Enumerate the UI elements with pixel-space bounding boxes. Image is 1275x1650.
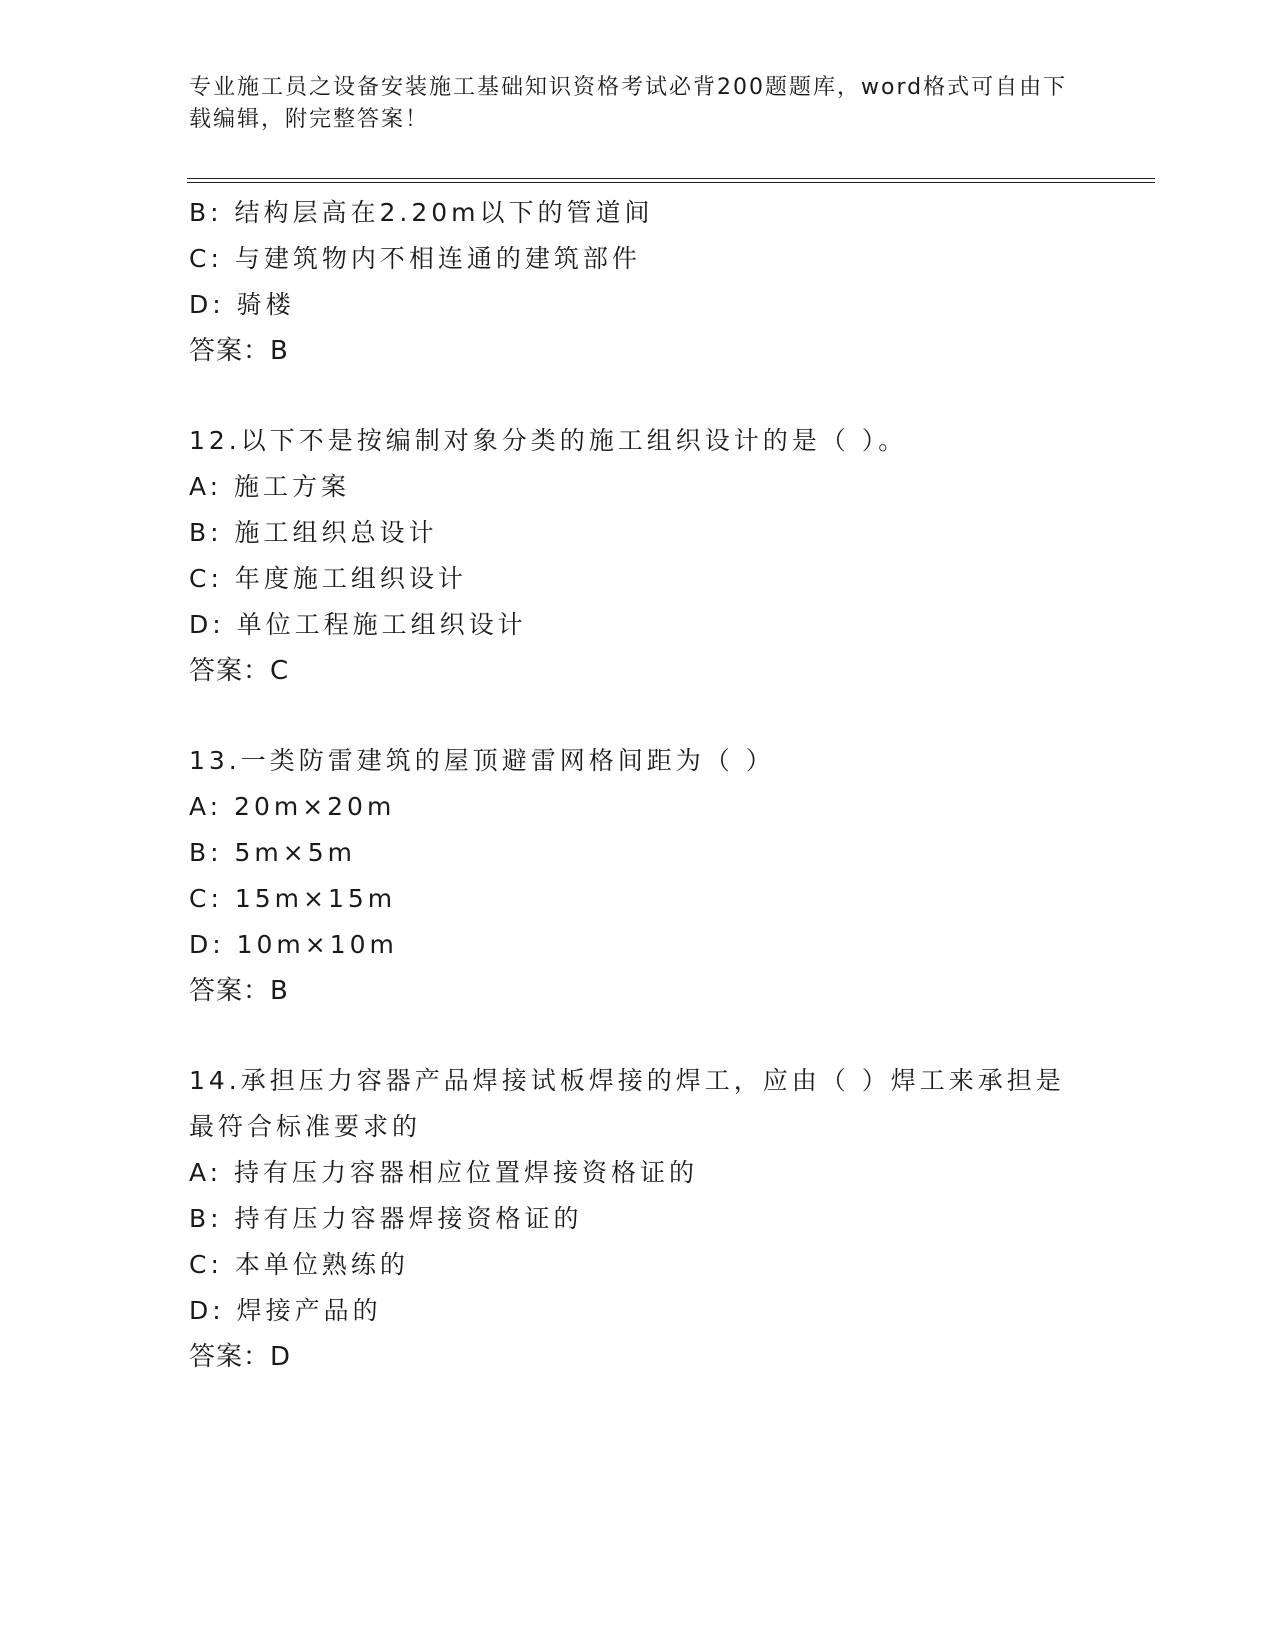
option-d: D: 焊接产品的 [189, 1296, 382, 1325]
option-a: A: 持有压力容器相应位置焊接资格证的 [189, 1158, 699, 1187]
question-stem: 12.以下不是按编制对象分类的施工组织设计的是（ ）。 [189, 426, 908, 455]
option-b: B: 施工组织总设计 [189, 518, 438, 547]
question-stem: 14.承担压力容器产品焊接试板焊接的焊工，应由（ ）焊工来承担是最符合标准要求的 [189, 1066, 1065, 1141]
question-12 [189, 418, 1149, 694]
question-13 [189, 738, 1149, 1014]
option-c: C: 15m×15m [189, 884, 397, 913]
answer-line: 答案：B [189, 336, 289, 366]
answer-line: 答案：D [189, 1342, 292, 1372]
header-divider-bottom [187, 182, 1155, 183]
option-a: A: 施工方案 [189, 472, 351, 501]
option-a: A: 20m×20m [189, 792, 396, 821]
answer-line: 答案：C [189, 656, 290, 686]
previous-question-continuation [189, 190, 1149, 374]
header-divider-top [187, 178, 1155, 179]
option-c: C: 与建筑物内不相连通的建筑部件 [189, 244, 641, 273]
option-b: B: 结构层高在2.20m以下的管道间 [189, 198, 654, 227]
option-d: D: 10m×10m [189, 930, 398, 959]
document-header: 专业施工员之设备安装施工基础知识资格考试必背200题题库，word格式可自由下载编辑，附完整答案！ [189, 75, 1068, 132]
option-c: C: 本单位熟练的 [189, 1250, 409, 1279]
question-stem: 13.一类防雷建筑的屋顶避雷网格间距为（ ） [189, 746, 775, 775]
question-14 [189, 1058, 1149, 1380]
option-b: B: 5m×5m [189, 838, 356, 867]
option-d: D: 骑楼 [189, 290, 295, 319]
option-b: B: 持有压力容器焊接资格证的 [189, 1204, 583, 1233]
option-d: D: 单位工程施工组织设计 [189, 610, 527, 639]
answer-line: 答案：B [189, 976, 289, 1006]
question-list [189, 190, 1149, 1424]
option-c: C: 年度施工组织设计 [189, 564, 467, 593]
